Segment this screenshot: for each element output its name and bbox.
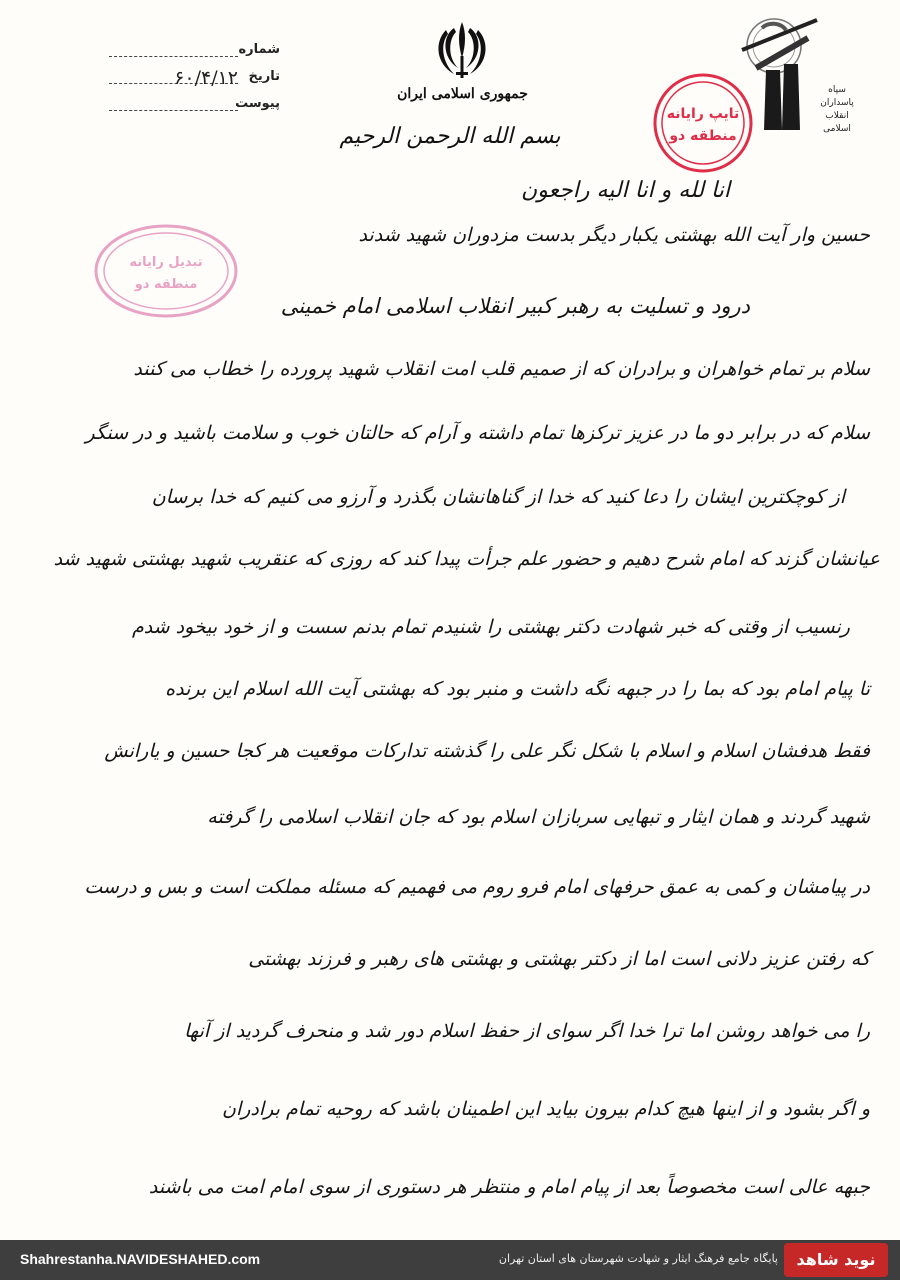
number-line: [109, 38, 238, 57]
letter-line-4: سلام بر تمام خواهران و برادران که از صمیم قلب امت انقلاب شهید پرورده را خطاب می کنند: [133, 358, 870, 380]
republic-title: جمهوری اسلامی ایران: [397, 86, 528, 102]
navideshahed-logo[interactable]: [784, 1243, 888, 1277]
footer-site-title: پایگاه جامع فرهنگ ایثار و شهادت شهرستان های استان تهران: [498, 1252, 778, 1265]
letter-line-10: فقط هدفشان اسلام و اسلام با شکل نگر علی را گذشته تدارکات موقعیت هر کجا حسین و یارانش: [104, 740, 870, 762]
letter-line-11: شهید گردند و همان ایثار و تبهایی سربازان اسلام بود که جان انقلاب اسلامی را گرفته: [207, 806, 870, 828]
letter-reference-fields: [105, 30, 280, 111]
irgc-text-4: اسلامی: [823, 124, 851, 134]
irgc-text-2: پاسداران: [820, 98, 854, 108]
letter-line-13: که رفتن عزیز دلانی است اما از دکتر بهشتی و بهشتی های رهبر و فرزند بهشتی: [248, 948, 870, 970]
red-stamp-line1: تایپ رایانه: [666, 106, 740, 122]
letter-line-16: جبهه عالی است مخصوصاً بعد از پیام امام و منتظر هر دستوری از سوی امام امت می باشند: [148, 1176, 870, 1198]
number-field: [105, 30, 280, 57]
date-label: تاریخ: [248, 69, 280, 84]
date-value: ۶۰/۴/۱۲: [174, 67, 238, 89]
letter-line-6: از کوچکترین ایشان را دعا کنید که خدا از گناهانشان بگذرد و آرزو می کنیم که خدا برسان: [151, 486, 845, 508]
letter-line-7: عیانشان گزند که امام شرح دهیم و حضور علم جرأت پیدا کند که روزی که عنقریب شهید بهشتی شهید شد: [53, 548, 880, 570]
irgc-text-1: سپاه: [828, 85, 846, 95]
footer-site-link[interactable]: Shahrestanha.NAVIDESHAHED.com: [20, 1251, 261, 1267]
basmala: بسم الله الرحمن الرحیم: [339, 124, 561, 149]
pink-stamp-line2: منطقه دو: [134, 277, 198, 292]
date-field: [105, 57, 280, 89]
number-label: شماره: [238, 42, 280, 57]
site-footer: [0, 1240, 900, 1280]
red-stamp: [652, 72, 754, 174]
red-stamp-line2: منطقه دو: [669, 128, 737, 144]
letter-line-2: حسین وار آیت الله بهشتی یکبار دیگر بدست مزدوران شهید شدند: [358, 224, 870, 246]
letter-line-1: انا لله و انا الیه راجعون: [521, 178, 730, 203]
attachment-line: [109, 92, 238, 111]
iran-emblem-icon: [432, 18, 492, 82]
pink-stamp-line1: تبدیل رایانه: [129, 255, 203, 270]
letter-line-15: و اگر بشود و از اینها هیچ کدام بیرون بیاید این اطمینان باشد که روحیه تمام برادران: [222, 1098, 870, 1120]
letter-line-5: سلام که در برابر دو ما در عزیز ترکزها تمام داشته و آرام که حالتان خوب و سلامت باشید و در سنگر: [85, 422, 870, 444]
pink-stamp: [92, 222, 240, 320]
date-line: [109, 65, 238, 89]
letter-line-12: در پیامشان و کمی به عمق حرفهای امام فرو روم می فهمیم که مسئله مملکت است و بس و درست: [84, 876, 870, 898]
irgc-text-3: انقلاب: [825, 111, 849, 121]
letter-line-3: درود و تسلیت به رهبر کبیر انقلاب اسلامی امام خمینی: [280, 294, 750, 318]
attachment-label: پیوست: [235, 96, 280, 111]
letter-line-9: تا پیام امام بود که بما را در جبهه نگه داشت و منبر بود که بهشتی آیت الله اسلام این برنده: [165, 678, 870, 700]
letter-line-14: را می خواهد روشن اما ترا خدا اگر سوای از حفظ اسلام دور شد و منحرف گردید از آنها: [184, 1020, 870, 1042]
letter-line-8: رنسیب از وقتی که خبر شهادت دکتر بهشتی را شنیدم تمام بدنم سست و از خود بیخود شدم: [131, 616, 850, 638]
footer-logo-text: نوید شاهد: [796, 1250, 876, 1269]
